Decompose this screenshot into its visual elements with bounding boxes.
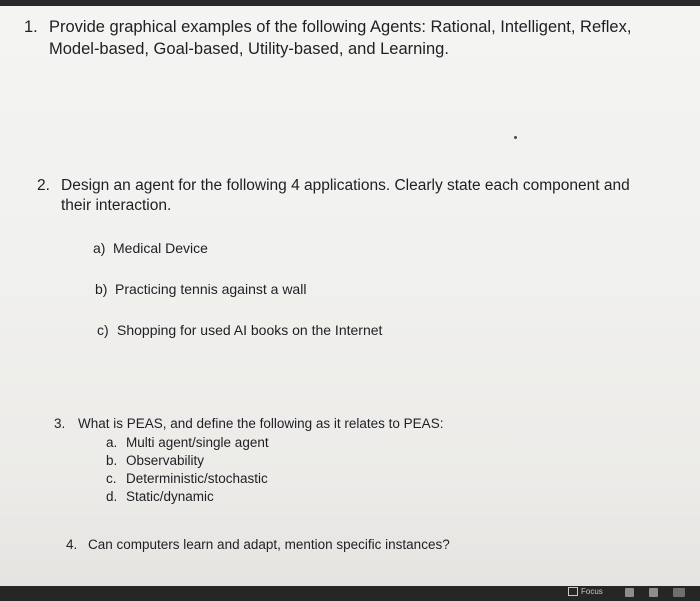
- question-3-subitem-a: [106, 434, 269, 452]
- question-2: [37, 176, 647, 217]
- question-3-text: What is PEAS, and define the following as it relates to PEAS:: [78, 416, 444, 431]
- subitem-mark: b.: [106, 453, 118, 468]
- question-2-subitem-c: [97, 321, 382, 339]
- focus-label: Focus: [581, 587, 603, 596]
- speck: [514, 136, 517, 139]
- subitem-mark: c.: [106, 471, 117, 486]
- subitem-mark: a): [93, 240, 106, 256]
- question-2-subitem-b: [95, 280, 306, 298]
- subitem-mark: a.: [106, 435, 118, 450]
- question-2-text: Design an agent for the following 4 applications. Clearly state each component and their interaction.: [61, 177, 630, 215]
- question-2-number: 2.: [37, 177, 50, 194]
- question-3-subitem-b: [106, 452, 204, 470]
- question-3-subitem-c: [106, 470, 268, 488]
- zoom-icon[interactable]: [673, 588, 685, 597]
- question-4-number: 4.: [66, 537, 78, 552]
- subitem-text: Shopping for used AI books on the Internet: [117, 322, 383, 338]
- subitem-text: Multi agent/single agent: [126, 435, 269, 450]
- subitem-mark: c): [97, 322, 109, 338]
- question-3-subitem-d: [106, 488, 214, 506]
- subitem-text: Medical Device: [113, 240, 208, 256]
- view-icon[interactable]: [649, 588, 658, 597]
- subitem-text: Practicing tennis against a wall: [115, 281, 307, 297]
- question-4-text: Can computers learn and adapt, mention specific instances?: [88, 537, 450, 552]
- subitem-text: Deterministic/stochastic: [126, 471, 268, 486]
- window-top-edge: [0, 0, 700, 6]
- layout-icon[interactable]: [625, 588, 634, 597]
- question-1: [24, 17, 664, 61]
- focus-icon: [568, 587, 578, 596]
- subitem-mark: b): [95, 281, 108, 297]
- subitem-text: Observability: [126, 453, 205, 468]
- question-2-subitem-a: [93, 239, 208, 257]
- question-3: [54, 415, 614, 433]
- question-3-number: 3.: [54, 416, 66, 431]
- question-1-text: Provide graphical examples of the following Agents: Rational, Intelligent, Reflex, Model-based, Goal-based, Utility-based, and Learning.: [49, 18, 632, 58]
- subitem-text: Static/dynamic: [126, 489, 214, 504]
- question-1-number: 1.: [24, 18, 38, 36]
- question-4: [66, 536, 586, 554]
- focus-mode-button[interactable]: [568, 587, 603, 596]
- subitem-mark: d.: [106, 489, 118, 504]
